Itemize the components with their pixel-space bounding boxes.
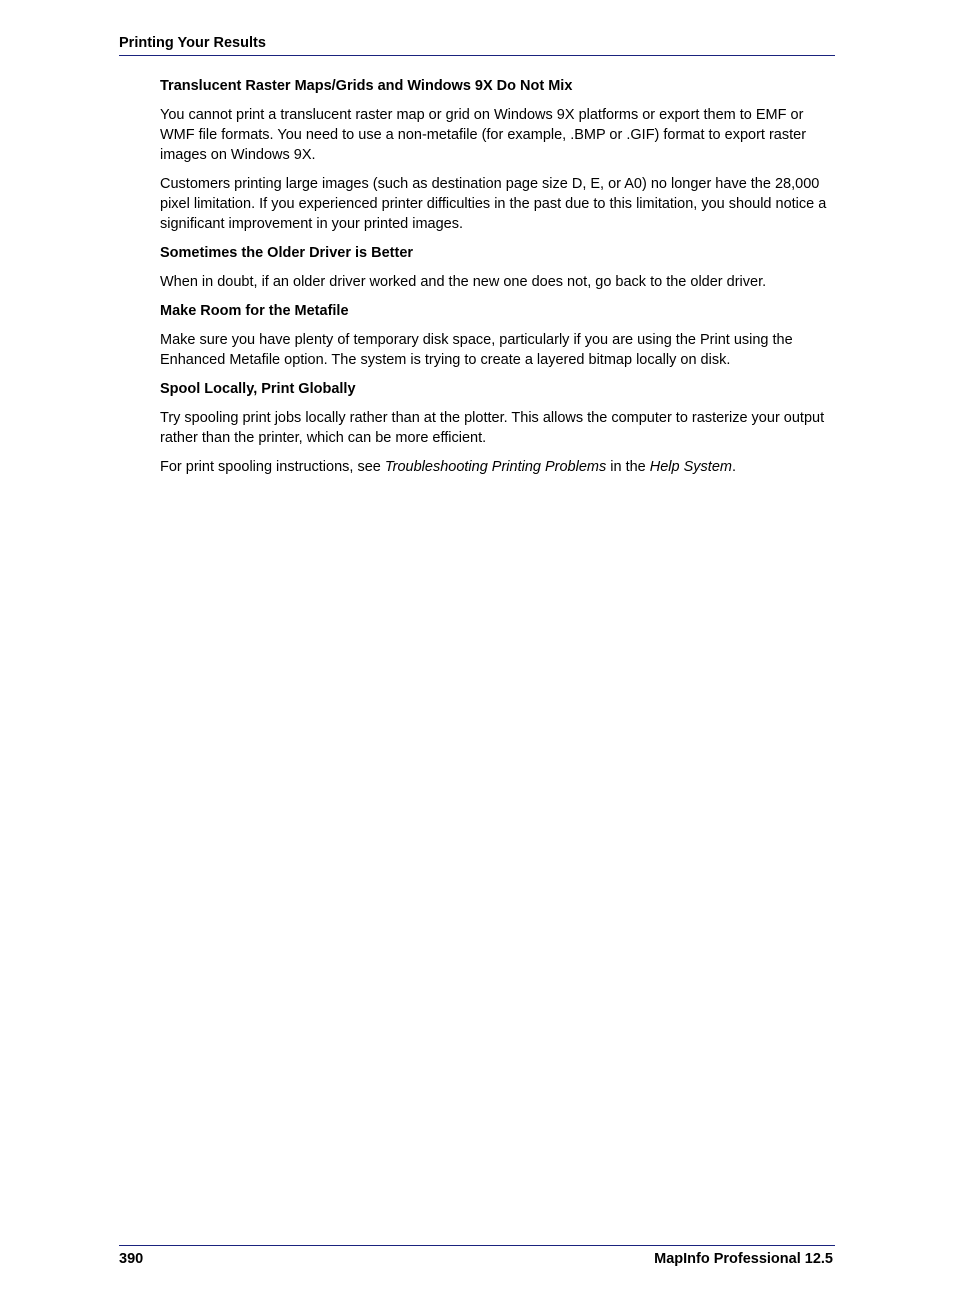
spool-instructions-paragraph	[160, 457, 838, 477]
troubleshooting-reference: Troubleshooting Printing Problems	[384, 459, 607, 475]
page-number: 390	[119, 1251, 144, 1267]
paragraph: Try spooling print jobs locally rather than at the plotter. This allows the computer to rasterize your output rather than the printer, which can be more efficient.	[160, 410, 825, 446]
section-spool-locally	[160, 379, 838, 477]
section-heading: Spool Locally, Print Globally	[160, 381, 356, 397]
section-heading: Make Room for the Metafile	[160, 303, 349, 319]
page-footer	[119, 1245, 835, 1267]
main-content	[160, 76, 838, 486]
section-heading: Sometimes the Older Driver is Better	[160, 245, 414, 261]
spool-text-after: .	[731, 459, 736, 475]
running-header-title: Printing Your Results	[119, 35, 266, 51]
paragraph: You cannot print a translucent raster map or grid on Windows 9X platforms or export them to EMF or WMF file formats. You need to use a non-metafile (for example, .BMP or .GIF) format to export raster images on Windows 9X.	[160, 107, 807, 163]
section-older-driver	[160, 243, 838, 292]
paragraph: When in doubt, if an older driver worked and the new one does not, go back to the older driver.	[160, 274, 767, 290]
product-name: MapInfo Professional 12.5	[654, 1251, 833, 1267]
paragraph: Make sure you have plenty of temporary disk space, particularly if you are using the Print using the Enhanced Metafile option. The system is trying to create a layered bitmap locally on disk.	[160, 332, 793, 368]
section-metafile	[160, 301, 838, 370]
paragraph: Customers printing large images (such as destination page size D, E, or A0) no longer have the 28,000 pixel limitation. If you experienced printer difficulties in the past due to this limitation, you should notice a significant improvement in your printed images.	[160, 176, 827, 232]
spool-text-before: For print spooling instructions, see	[160, 459, 385, 475]
section-translucent-raster	[160, 76, 838, 234]
page-header	[119, 34, 835, 56]
spool-text-middle: in the	[606, 459, 650, 475]
help-system-reference: Help System	[649, 459, 732, 475]
section-heading: Translucent Raster Maps/Grids and Windows 9X Do Not Mix	[160, 78, 573, 94]
